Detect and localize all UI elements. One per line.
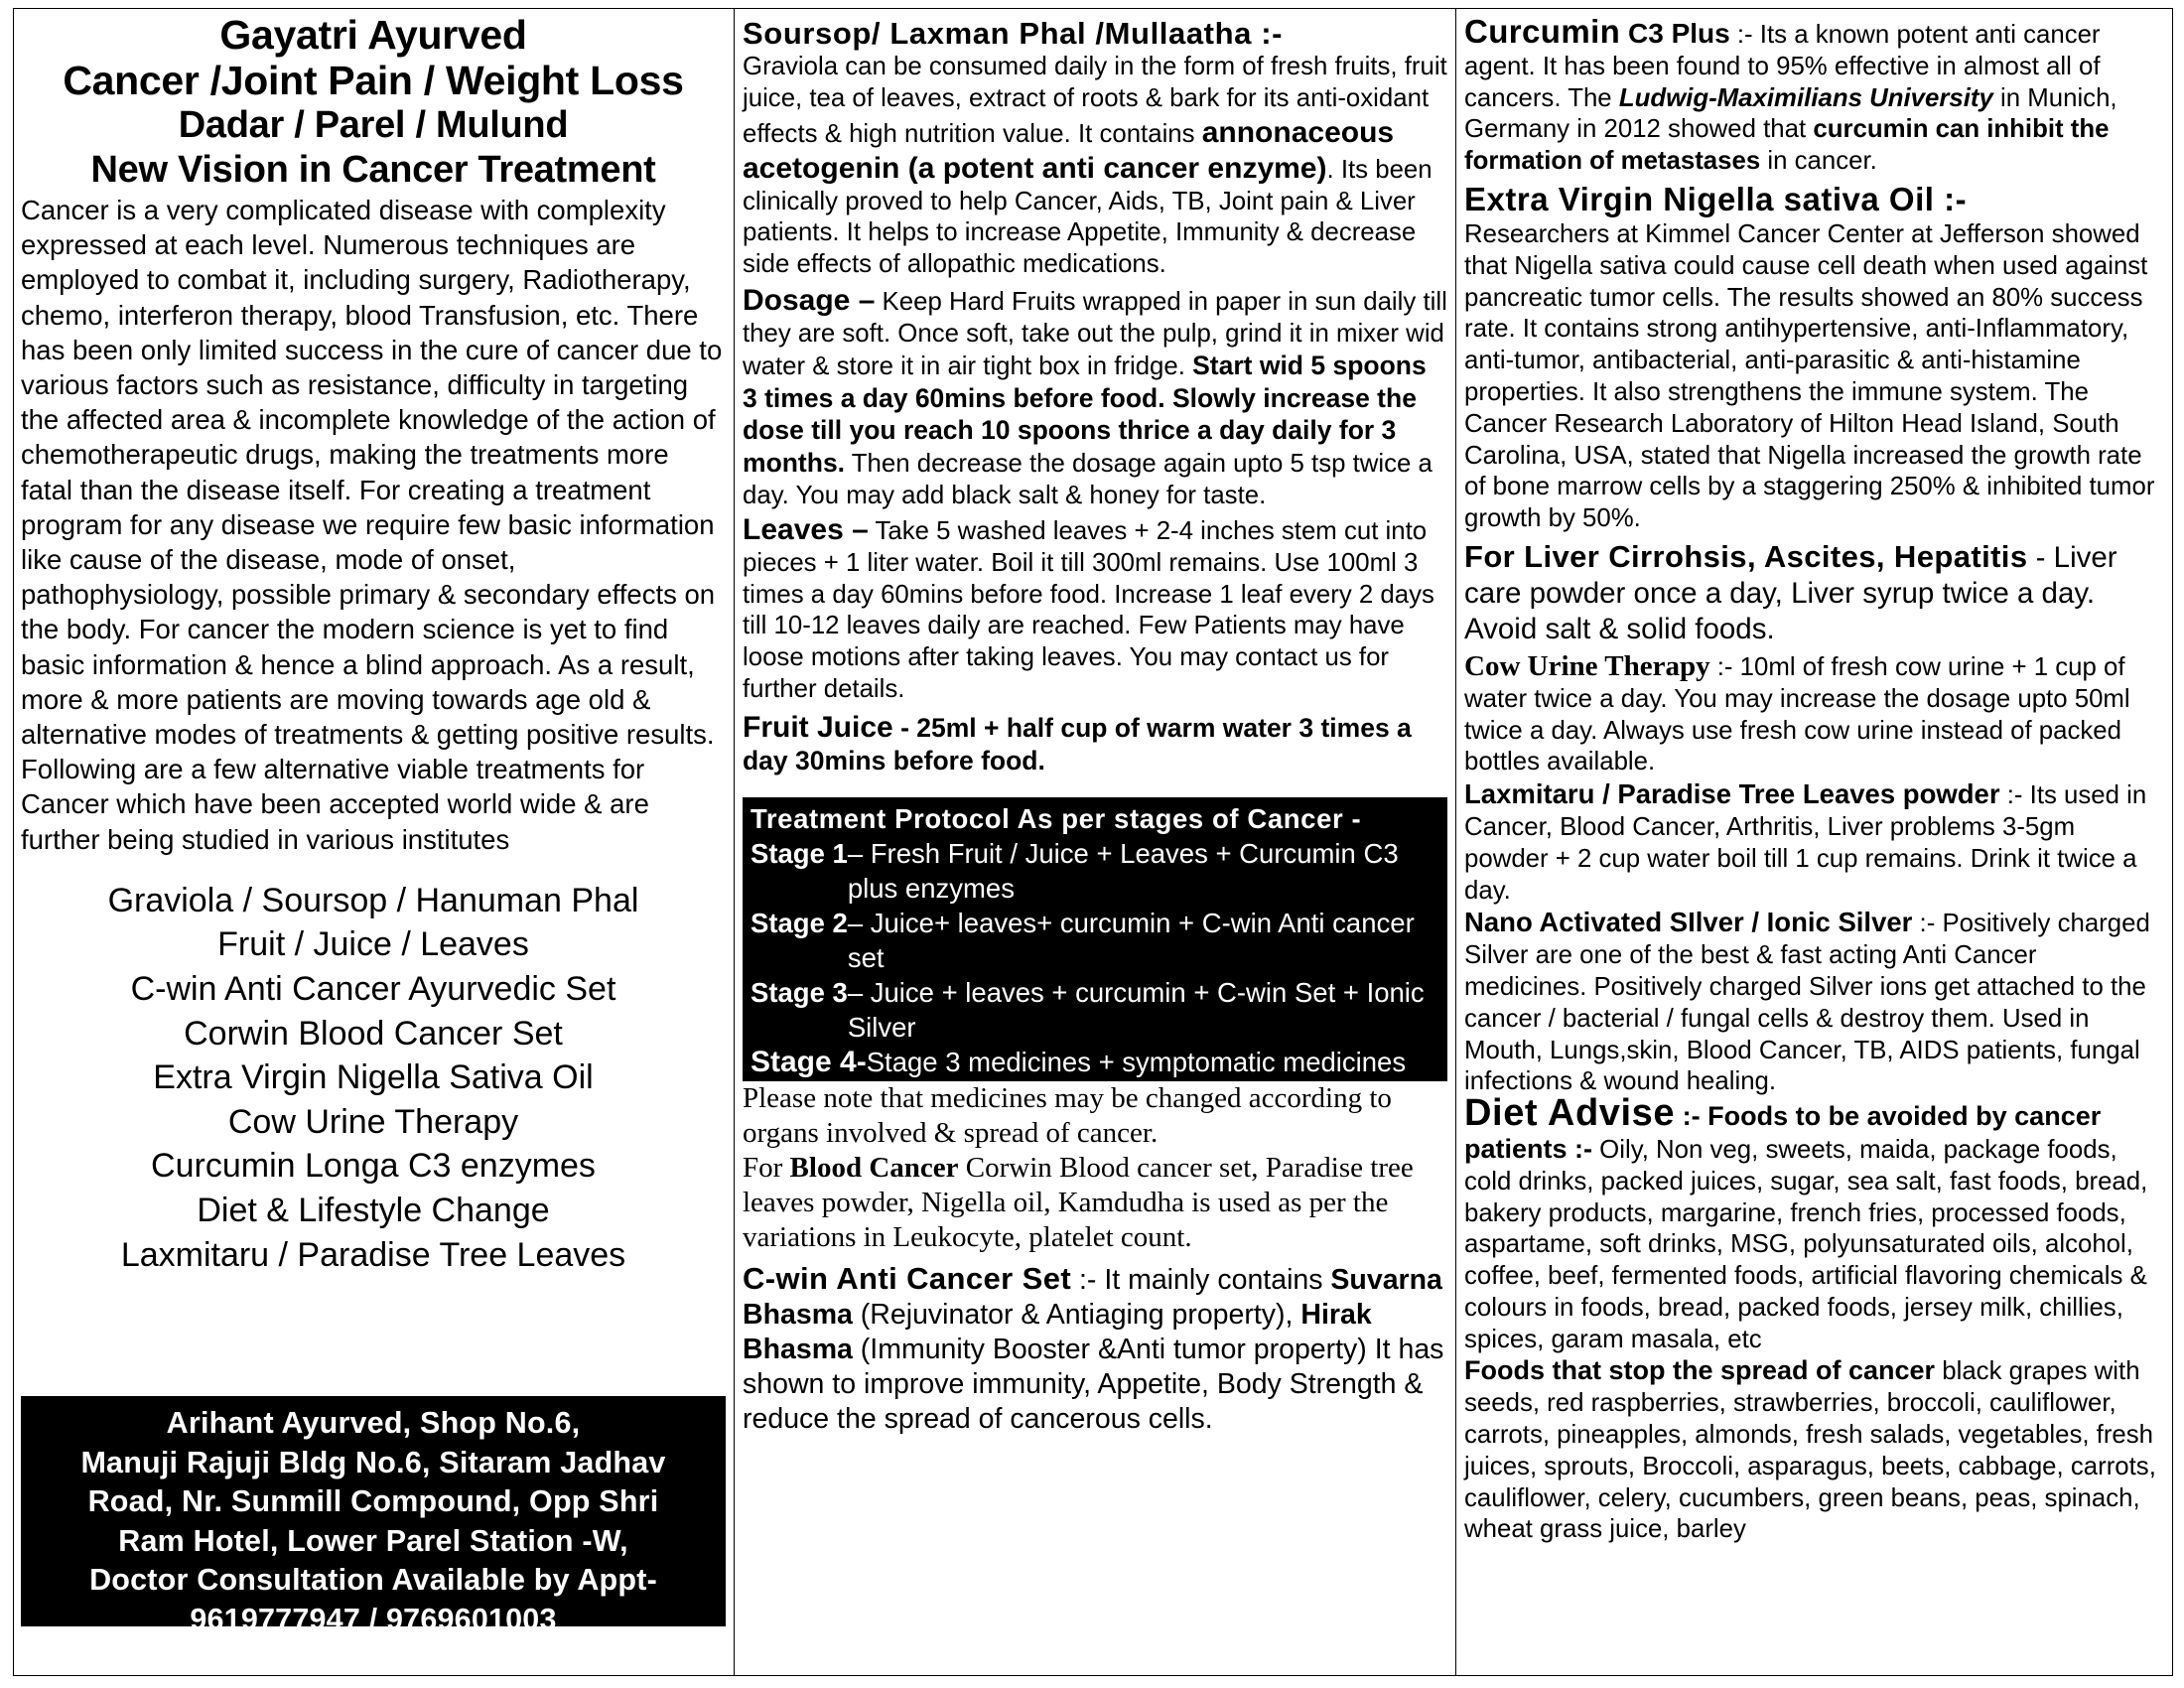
laxmitaru-paragraph: Laxmitaru / Paradise Tree Leaves powder :- Its used in Cancer, Blood Cancer, Arthritis, Liver problems 3-5gm powder + 2 cup water boil till 1 cup remains. Drink it twice a day. (1464, 778, 2147, 905)
curcumin-paragraph: Curcumin C3 Plus :- Its a known potent anti cancer agent. It has been found to 95% effective in almost all of cancers. The Ludwig-Maximilians University in Munich, Germany in 2012 showed that curcumin can inhibit the formation of metastases in cancer. (1464, 13, 2117, 176)
stage-row: Stage 3 – Juice + leaves + curcumin + C-win Set + Ionic Silver (751, 976, 1425, 1043)
blood-cancer-paragraph: For Blood Cancer Corwin Blood cancer set, Paradise tree leaves powder, Nigella oil, Kamdudha is used as per the variations in Leukocyte, platelet count. (743, 1151, 1414, 1253)
address-line: Road, Nr. Sunmill Compound, Opp Shri (87, 1484, 659, 1518)
list-item: Corwin Blood Cancer Set (184, 1014, 563, 1053)
stage-row: Stage 1 – Fresh Fruit / Juice + Leaves + Curcumin C3 plus enzymes (751, 837, 1399, 904)
list-item: Diet & Lifestyle Change (197, 1192, 550, 1230)
clinic-locations: Dadar / Parel / Mulund (178, 104, 569, 146)
juice-paragraph: Fruit Juice - 25ml + half cup of warm water 3 times a day 30mins before food. (743, 710, 1412, 775)
list-item: C-win Anti Cancer Ayurvedic Set (130, 970, 616, 1009)
nigella-heading: Extra Virgin Nigella sativa Oil :- (1464, 180, 1968, 217)
address-line: Manuji Rajuji Bldg No.6, Sitaram Jadhav (80, 1445, 666, 1479)
list-item: Curcumin Longa C3 enzymes (151, 1147, 596, 1186)
note-paragraph: Please note that medicines may be changed according to organs involved & spread of cancer. (743, 1081, 1392, 1149)
nigella-paragraph: Researchers at Kimmel Cancer Center at Jefferson showed that Nigella sativa could cause cell death when used against pancreatic tumor cells. The results showed an 80% success rate. It contains strong antihypertensive, anti-Inflammatory, anti-tumor, antibacterial, anti-parasitic & anti-histamine properties. It also strengthens the immune system. The Cancer Research Laboratory of Hilton Head Island, South Carolina, USA, stated that Nigella increased the growth rate of bone marrow cells by a staggering 250% & inhibited tumor growth by 50%. (1464, 219, 2155, 533)
leaves-paragraph: Leaves – Take 5 washed leaves + 2-4 inches stem cut into pieces + 1 liter water. Boil it till 300ml remains. Use 100ml 3 times a day 60mins before food. Increase 1 leaf every 2 days till 10-12 leaves daily are reached. Few Patients may have loose motions after taking leaves. You may contact us for further details. (743, 512, 1434, 703)
leaves-label: Leaves – (743, 512, 869, 546)
clinic-name: Gayatri Ayurved (219, 12, 527, 58)
diet-heading: Diet Advise (1464, 1092, 1676, 1135)
dosage-paragraph: Dosage – Keep Hard Fruits wrapped in paper in sun daily till they are soft. Once soft, take out the pulp, grind it in mixer wid water & store it in air tight box in fridge. Start wid 5 spoons 3 times a day 60mins before food. Slowly increase the dose till you reach 10 spoons thrice a day daily for 3 months. Then decrease the dosage again upto 5 tsp twice a day. You may add black salt & honey for taste. (743, 283, 1447, 509)
cwin-heading: C-win Anti Cancer Set (743, 1260, 1072, 1296)
page-title: New Vision in Cancer Treatment (90, 149, 656, 191)
treatment-list (21, 879, 726, 1277)
liver-heading: For Liver Cirrohsis, Ascites, Hepatitis (1464, 538, 2028, 574)
protocol-heading: Treatment Protocol As per stages of Cancer - (751, 802, 1362, 834)
liver-paragraph: For Liver Cirrohsis, Ascites, Hepatitis - Liver care powder once a day, Liver syrup twice a day. Avoid salt & solid foods. (1464, 538, 2117, 645)
silver-heading: Nano Activated SIlver / Ionic Silver (1464, 907, 1913, 938)
treatment-protocol-box (743, 797, 1447, 1081)
list-item: Fruit / Juice / Leaves (217, 925, 529, 964)
cow-urine-heading: Cow Urine Therapy (1464, 649, 1710, 682)
stop-spread-heading: Foods that stop the spread of cancer (1464, 1355, 1936, 1386)
clinic-specialties: Cancer /Joint Pain / Weight Loss (63, 58, 684, 103)
column-right (1455, 8, 2173, 1676)
column-left (13, 8, 734, 1676)
curcumin-heading: Curcumin (1464, 13, 1621, 50)
intro-paragraph: Cancer is a very complicated disease with complexity expressed at each level. Numerous techniques are employed to combat it, including surgery, Radiotherapy, chemo, interferon therapy, blood Transfusion, etc. There has been only limited success in the cure of cancer due to various factors such as resistance, difficulty in targeting the affected area & incomplete knowledge of the action of chemotherapeutic drugs, making the treatments more fatal than the disease itself. For creating a treatment program for any disease we require few basic information like cause of the disease, mode of onset, pathophysiology, possible primary & secondary effects on the body. For cancer the modern science is yet to find basic information & hence a blind approach. As a result, more & more patients are moving towards age old & alternative modes of treatments & getting positive results. Following are a few alternative viable treatments for Cancer which have been accepted world wide & are further being studied in various institutes (21, 195, 723, 855)
juice-label: Fruit Juice (743, 710, 893, 744)
address-line: Ram Hotel, Lower Parel Station -W, (118, 1523, 628, 1558)
stage-row: Stage 4- Stage 3 medicines + symptomatic medicines (751, 1045, 1407, 1078)
soursop-heading: Soursop/ Laxman Phal /Mullaatha :- (743, 16, 1284, 51)
dosage-label: Dosage – (743, 283, 876, 317)
cow-urine-paragraph: Cow Urine Therapy :- 10ml of fresh cow urine + 1 cup of water twice a day. You may increase the dosage upto 50ml twice a day. Always use fresh cow urine instead of packed bottles available. (1464, 649, 2130, 776)
address-line: Arihant Ayurved, Shop No.6, (166, 1406, 581, 1440)
diet-paragraph: Diet Advise :- Foods to be avoided by cancer patients :- Oily, Non veg, sweets, maida, package foods, cold drinks, packed juices, sugar, sea salt, fast foods, bread, bakery products, margarine, french fries, processed foods, aspartame, soft drinks, MSG, polyunsaturated oils, alcohol, coffee, beef, fermented foods, artificial flavoring chemicals & colours in foods, bread, packed foods, jersey milk, chillies, spices, garam masala, etc (1464, 1092, 2148, 1353)
column-middle (734, 8, 1455, 1676)
laxmitaru-heading: Laxmitaru / Paradise Tree Leaves powder (1464, 778, 2000, 810)
silver-paragraph: Nano Activated SIlver / Ionic Silver :- Positively charged Silver are one of the best & fast acting Anti Cancer medicines. Positively charged Silver ions get attached to the cancer / bacterial / fungal cells & destroy them. Used in Mouth, Lungs,skin, Blood Cancer, TB, AIDS patients, fungal infections & wound healing. (1464, 907, 2150, 1096)
list-item: Cow Urine Therapy (227, 1102, 519, 1141)
phone-numbers: 9619777947 / 9769601003 (190, 1602, 557, 1636)
stage-row: Stage 2 – Juice+ leaves+ curcumin + C-win Anti cancer set (751, 907, 1415, 973)
list-item: Laxmitaru / Paradise Tree Leaves (120, 1235, 626, 1274)
list-item: Extra Virgin Nigella Sativa Oil (153, 1058, 594, 1097)
address-box (21, 1396, 726, 1636)
soursop-paragraph: Graviola can be consumed daily in the form of fresh fruits, fruit juice, tea of leaves, extract of roots & bark for its anti-oxidant effects & high nutrition value. It contains annonaceous acetogenin (a potent anti cancer enzyme). Its been clinically proved to help Cancer, Aids, TB, Joint pain & Liver patients. It helps to increase Appetite, Immunity & decrease side effects of allopathic medications. (743, 53, 1447, 279)
cwin-paragraph: C-win Anti Cancer Set :- It mainly contains Suvarna Bhasma (Rejuvinator & Antiaging property), Hirak Bhasma (Immunity Booster &Anti tumor property) It has shown to improve immunity, Appetite, Body Strength & reduce the spread of cancerous cells. (743, 1260, 1444, 1435)
stop-spread-paragraph: Foods that stop the spread of cancer black grapes with seeds, red raspberries, strawberries, broccoli, cauliflower, carrots, pineapples, almonds, fresh salads, vegetables, fresh juices, sprouts, Broccoli, asparagus, beets, cabbage, carrots, cauliflower, celery, cucumbers, green beans, peas, spinach, wheat grass juice, barley (1464, 1355, 2156, 1544)
address-line: Doctor Consultation Available by Appt- (89, 1563, 657, 1597)
list-item: Graviola / Soursop / Hanuman Phal (107, 881, 639, 919)
